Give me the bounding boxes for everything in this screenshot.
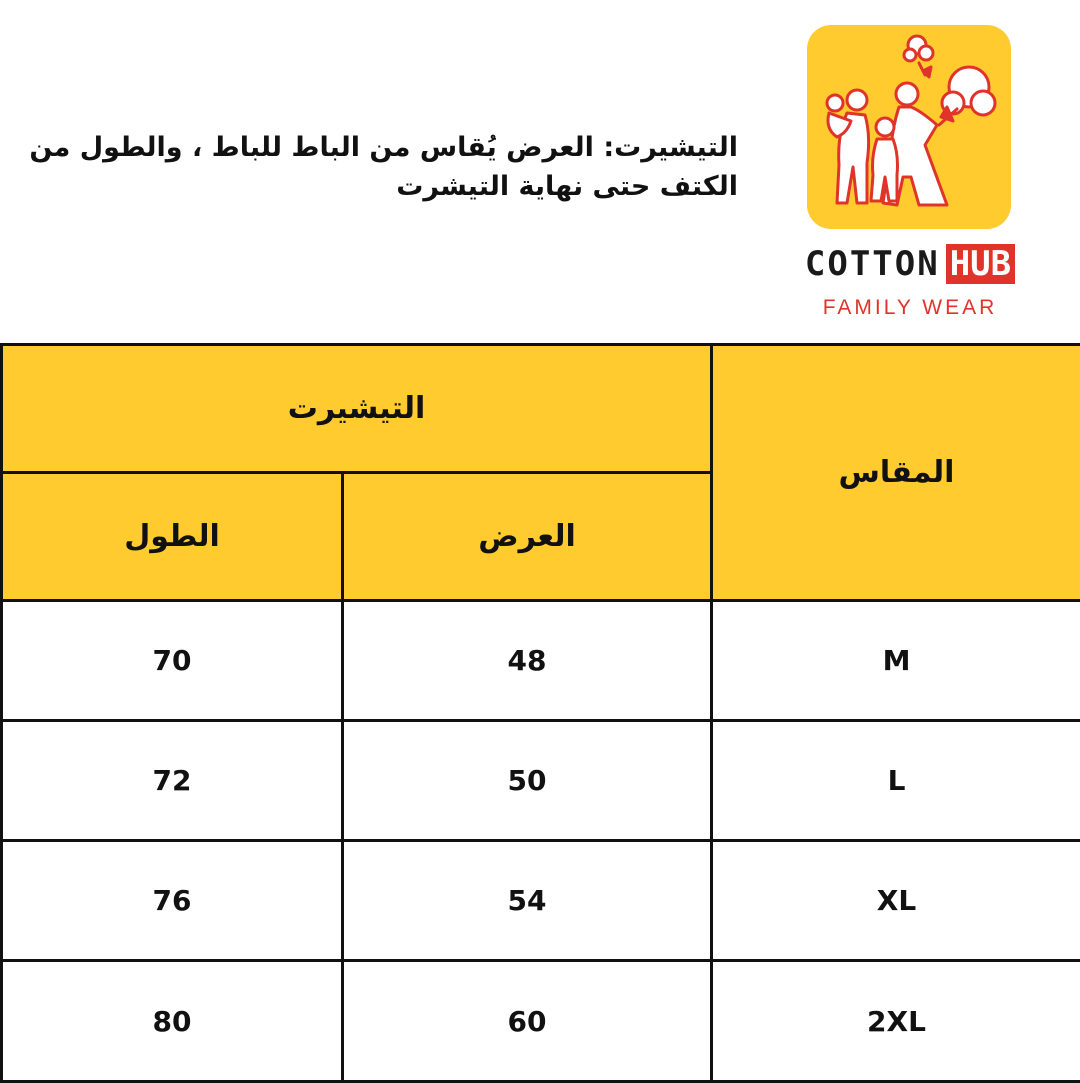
table-header-row	[2, 345, 1080, 473]
size-cell: 2XL	[712, 961, 1080, 1082]
length-cell: 72	[2, 721, 343, 841]
table-row	[2, 841, 1080, 961]
width-cell: 50	[343, 721, 712, 841]
header-length: الطول	[2, 473, 343, 601]
size-cell: L	[712, 721, 1080, 841]
size-chart-table	[0, 343, 1080, 1083]
brand-name	[790, 244, 1030, 284]
brand-name-primary: COTTON	[805, 244, 940, 284]
header-width: العرض	[343, 473, 712, 601]
family-cotton-icon	[807, 25, 1011, 229]
size-cell: M	[712, 601, 1080, 721]
header-size: المقاس	[712, 345, 1080, 601]
brand-logo	[790, 22, 1030, 322]
table-row	[2, 601, 1080, 721]
table-row	[2, 721, 1080, 841]
length-cell: 80	[2, 961, 343, 1082]
length-cell: 70	[2, 601, 343, 721]
brand-tagline: FAMILY WEAR	[790, 296, 1030, 320]
width-cell: 54	[343, 841, 712, 961]
logo-tile	[807, 25, 1011, 229]
brand-name-accent: HUB	[946, 244, 1015, 284]
header-tshirt-group: التيشيرت	[2, 345, 712, 473]
length-cell: 76	[2, 841, 343, 961]
width-cell: 60	[343, 961, 712, 1082]
size-cell: XL	[712, 841, 1080, 961]
size-guide-note: التيشيرت: العرض يُقاس من الباط للباط ، والطول من الكتف حتى نهاية التيشرت	[20, 128, 738, 206]
table-row	[2, 961, 1080, 1082]
width-cell: 48	[343, 601, 712, 721]
